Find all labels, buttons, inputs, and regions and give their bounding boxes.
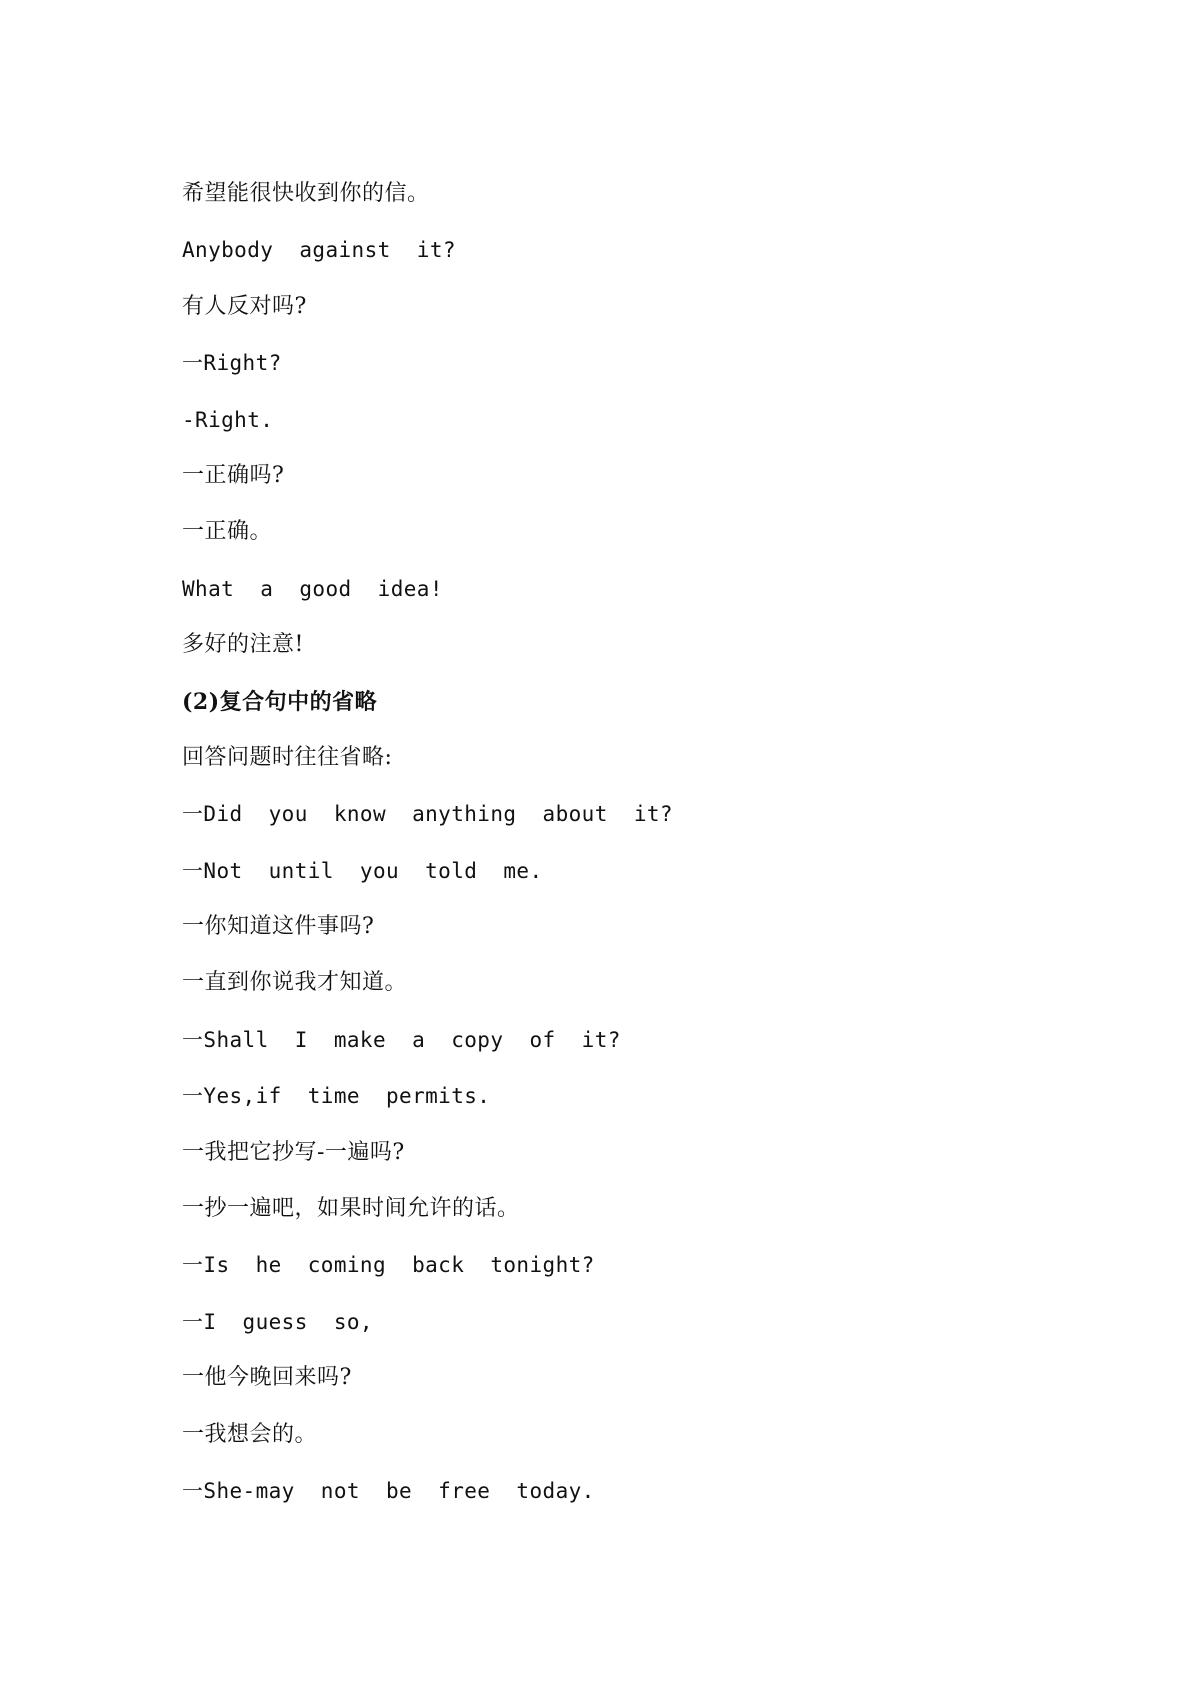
text-line: 回答问题时往往省略: bbox=[182, 744, 393, 770]
text-line: 一直到你说我才知道。 bbox=[182, 970, 408, 996]
text-line: 一She-may not be free today. bbox=[182, 1478, 595, 1503]
text-line: 一正确。 bbox=[182, 519, 273, 545]
section-heading: (2)复合句中的省略 bbox=[182, 688, 378, 715]
text-line: 一抄一遍吧，如果时间允许的话。 bbox=[182, 1196, 520, 1222]
text-line: 多好的注意! bbox=[182, 632, 304, 658]
text-line: 一Yes,if time permits. bbox=[182, 1084, 491, 1109]
text-line: 一Did you know anything about it? bbox=[182, 802, 673, 827]
text-line: 希望能很快收到你的信。 bbox=[182, 181, 430, 206]
text-line: 一Shall I make a copy of it? bbox=[182, 1027, 621, 1052]
text-line: 一正确吗? bbox=[182, 462, 285, 488]
text-line: 一我把它抄写-一遍吗? bbox=[182, 1139, 405, 1165]
text-line: Anybody against it? bbox=[182, 238, 456, 263]
text-line: 一他今晚回来吗? bbox=[182, 1365, 352, 1391]
text-line: -Right. bbox=[182, 407, 274, 432]
text-line: 一我想会的。 bbox=[182, 1421, 318, 1447]
text-line: 一Not until you told me. bbox=[182, 858, 543, 883]
text-line: 一Is he coming back tonight? bbox=[182, 1253, 595, 1278]
text-line: What a good idea! bbox=[182, 576, 443, 601]
text-line: 一你知道这件事吗? bbox=[182, 914, 375, 940]
text-line: 有人反对吗? bbox=[182, 293, 307, 319]
text-line: 一I guess so, bbox=[182, 1309, 373, 1334]
document-body bbox=[182, 174, 1062, 1527]
text-line: 一Right? bbox=[182, 351, 282, 376]
